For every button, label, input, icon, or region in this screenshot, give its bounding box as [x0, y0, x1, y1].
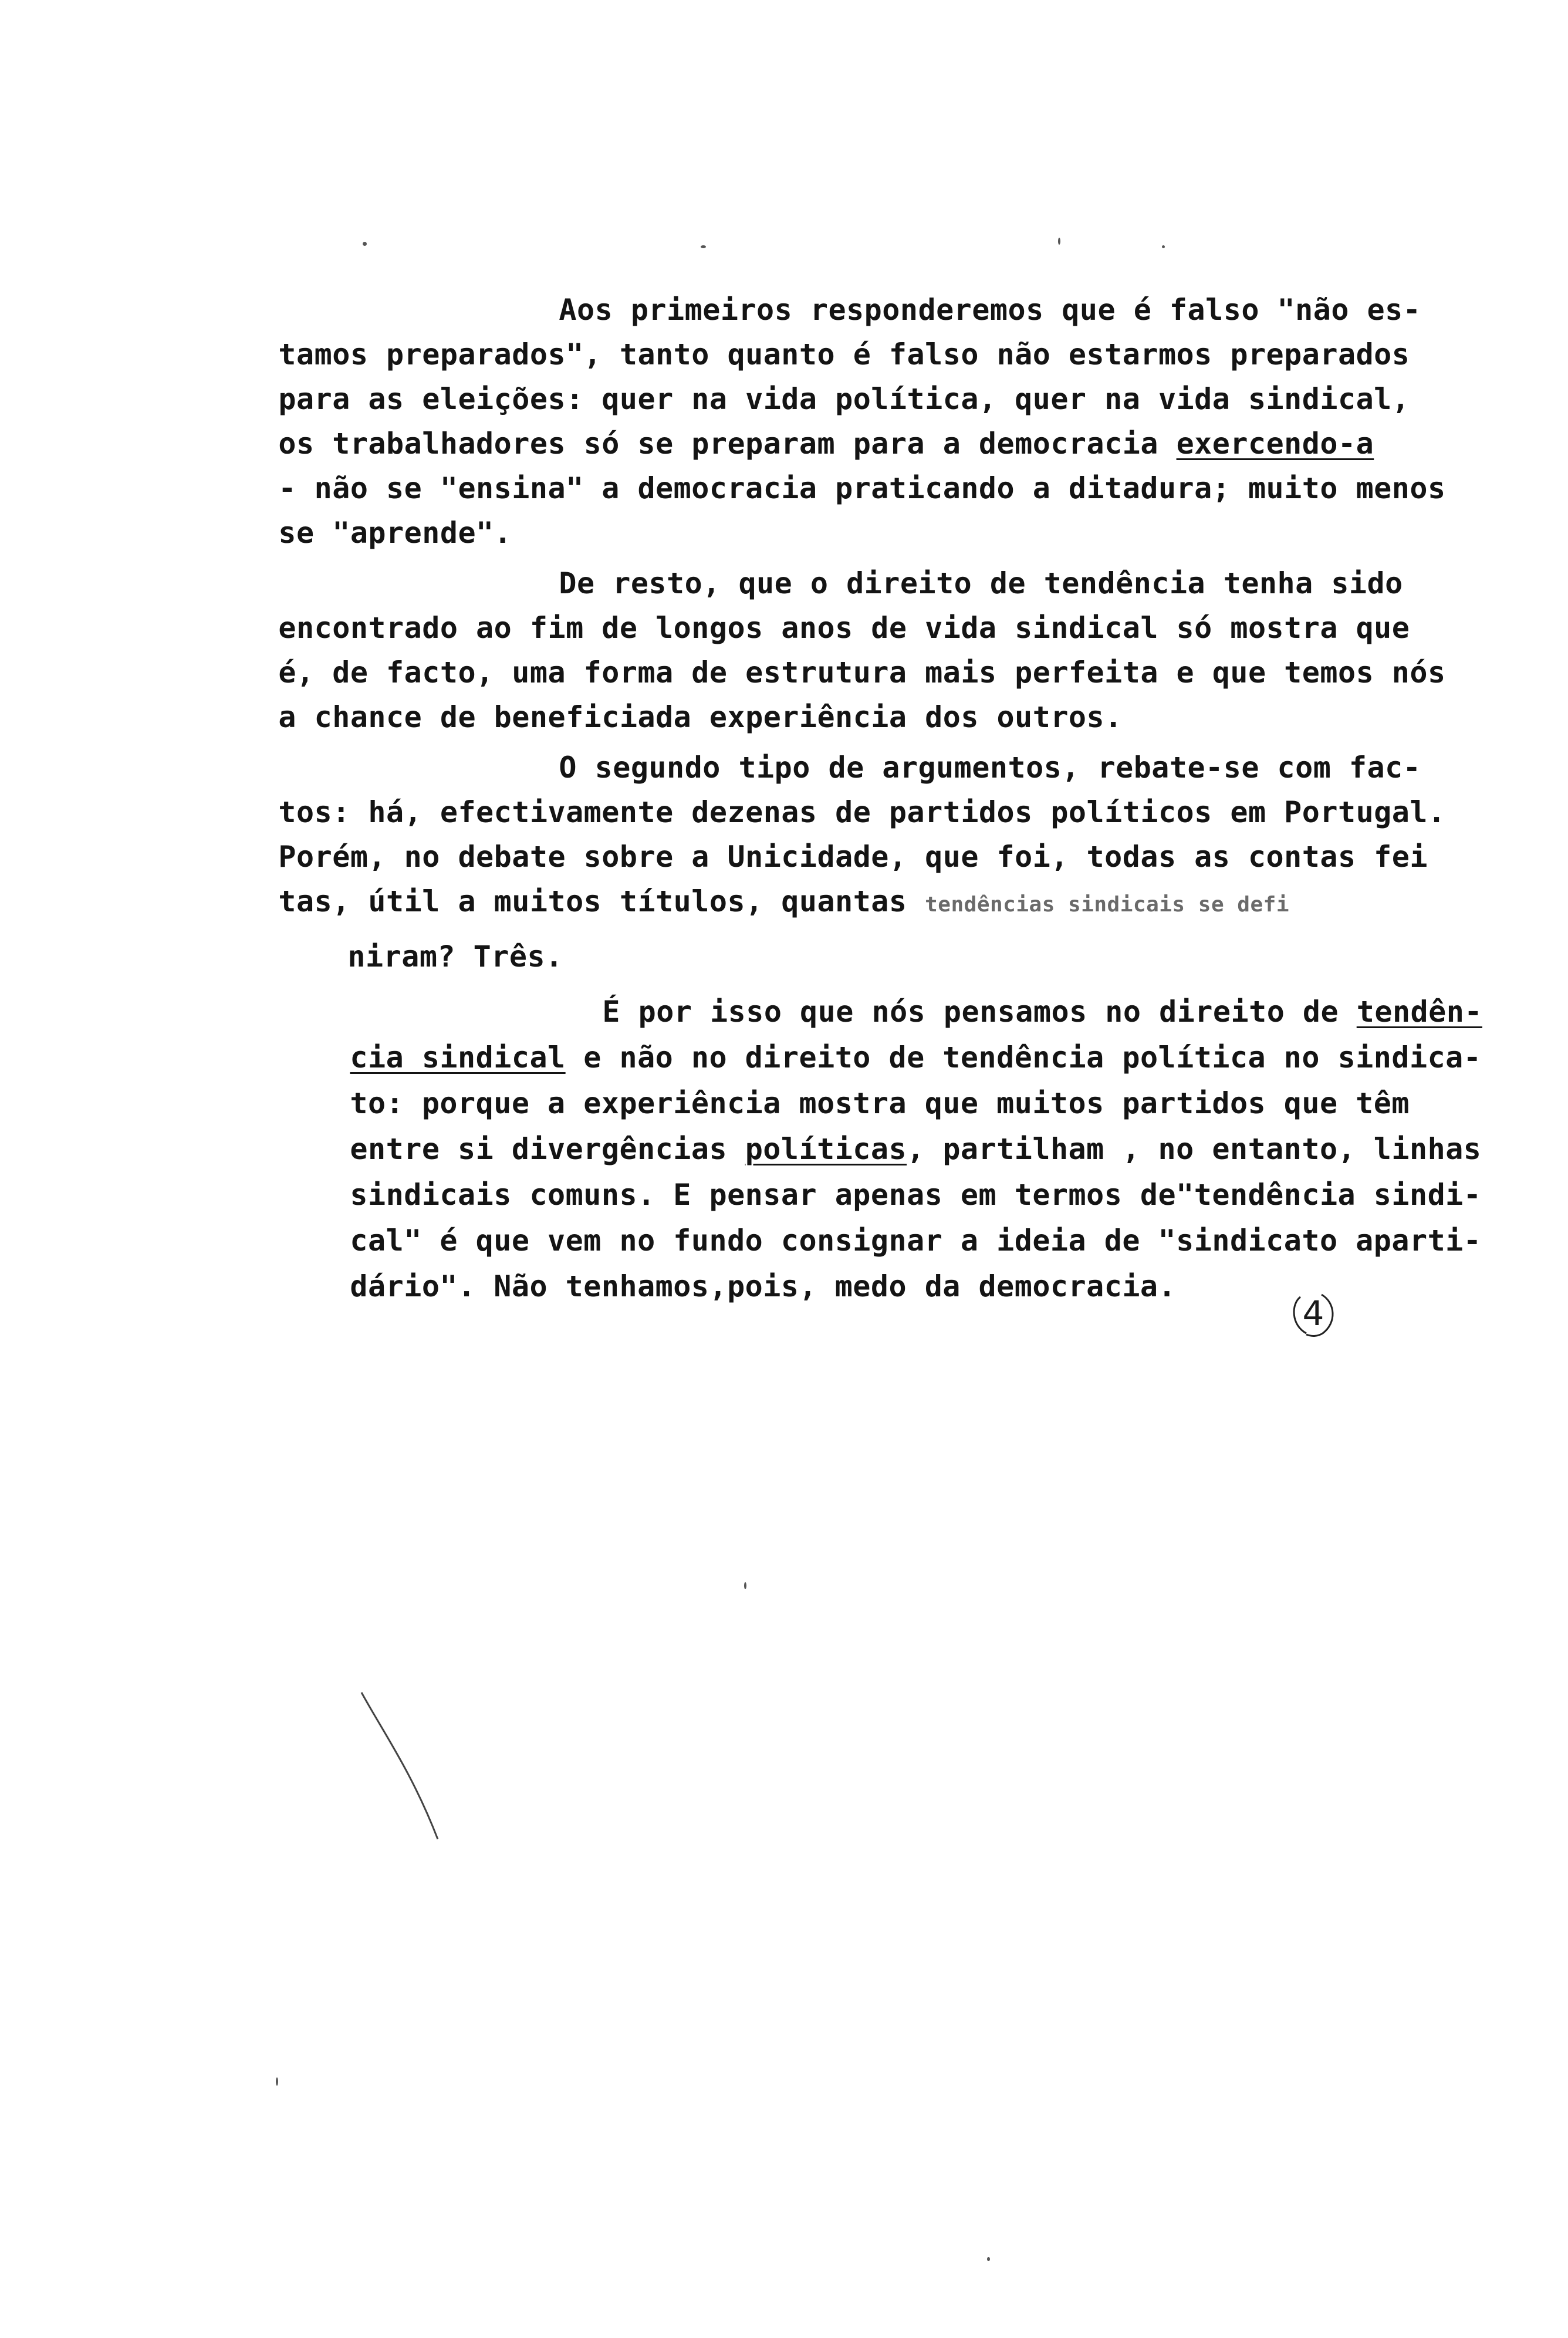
- page-number: 4: [1289, 1289, 1338, 1338]
- text-line: tamos preparados", tanto quanto é falso não estarmos preparados: [278, 337, 1410, 371]
- faded-text: tendências sindicais se defi: [925, 893, 1289, 917]
- text-line: dário". Não tenhamos,pois, medo da democracia.: [350, 1269, 1177, 1303]
- text-line: tos: há, efectivamente dezenas de partidos políticos em Portugal.: [278, 795, 1446, 829]
- text-line: os trabalhadores só se preparam para a democracia exercendo-a: [278, 427, 1374, 461]
- scan-speck: [363, 242, 367, 246]
- underlined-word: exercendo-a: [1176, 427, 1374, 461]
- text-line: O segundo tipo de argumentos, rebate-se com fac-: [559, 751, 1421, 785]
- text-line: De resto, que o direito de tendência tenha sido: [559, 566, 1403, 600]
- underlined-word: políticas: [745, 1132, 907, 1166]
- text-line: to: porque a experiência mostra que muitos partidos que têm: [350, 1086, 1410, 1120]
- text-line: é, de facto, uma forma de estrutura mais perfeita e que temos nós: [278, 656, 1446, 690]
- text-line: niram? Três.: [347, 940, 563, 974]
- text-line: - não se "ensina" a democracia praticando a ditadura; muito menos: [278, 471, 1446, 505]
- underlined-word: tendên-: [1356, 995, 1482, 1029]
- text-line: encontrado ao fim de longos anos de vida sindical só mostra que: [278, 611, 1410, 645]
- scan-speck: [1162, 245, 1165, 248]
- pencil-stroke: [359, 1690, 441, 1843]
- text-line: tas, útil a muitos títulos, quantas tendências sindicais se defi: [278, 884, 1289, 918]
- text-line: a chance de beneficiada experiência dos outros.: [278, 700, 1123, 734]
- text-line: para as eleições: quer na vida política, quer na vida sindical,: [278, 382, 1410, 416]
- text-line: se "aprende".: [278, 516, 512, 550]
- scan-speck: [987, 2257, 990, 2261]
- text-line: Aos primeiros responderemos que é falso "não es-: [559, 293, 1421, 327]
- text-line: cal" é que vem no fundo consignar a ideia de "sindicato aparti-: [350, 1224, 1482, 1258]
- text-line: É por isso que nós pensamos no direito de tendên-: [602, 995, 1482, 1029]
- text-line: Porém, no debate sobre a Unicidade, que foi, todas as contas fei: [278, 840, 1428, 874]
- text-line: cia sindical e não no direito de tendência política no sindica-: [350, 1040, 1482, 1075]
- text-line: sindicais comuns. E pensar apenas em termos de"tendência sindi-: [350, 1178, 1482, 1212]
- scan-speck: [1058, 238, 1060, 245]
- scan-speck: [276, 2077, 278, 2086]
- text-line: entre si divergências políticas, partilham , no entanto, linhas: [350, 1132, 1482, 1166]
- underlined-word: cia sindical: [350, 1040, 566, 1075]
- scan-speck: [744, 1582, 746, 1589]
- scan-speck: [701, 245, 706, 248]
